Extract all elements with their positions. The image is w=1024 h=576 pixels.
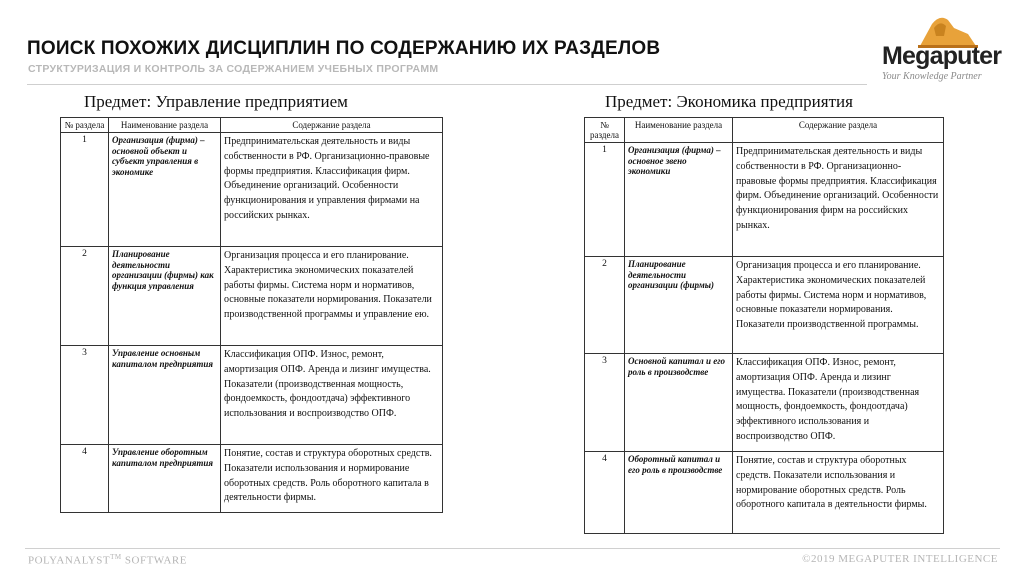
table-row [585, 143, 944, 257]
header-divider [27, 84, 867, 85]
section-name: Оборотный капитал и его роль в производстве [625, 452, 733, 534]
section-name: Организация (фирма) – основное звено экономики [625, 143, 733, 257]
section-content: Организация процесса и его планирование. Характеристика экономических показателей работы фирмы. Система норм и нормативов, основные показатели нормирования. Показатели производственной программы и управление ею. [221, 247, 443, 346]
section-number: 4 [585, 452, 625, 534]
column-header-number: № раздела [585, 118, 625, 143]
column-header-content: Содержание раздела [733, 118, 944, 143]
section-number: 1 [585, 143, 625, 257]
section-number: 2 [585, 257, 625, 354]
section-number: 2 [61, 247, 109, 346]
section-number: 1 [61, 133, 109, 247]
table-header-row [585, 118, 944, 143]
slide-title: ПОИСК ПОХОЖИХ ДИСЦИПЛИН ПО СОДЕРЖАНИЮ ИХ РАЗДЕЛОВ [27, 38, 661, 59]
table-row [61, 133, 443, 247]
section-name: Организация (фирма) – основной объект и субъект управления в экономике [109, 133, 221, 247]
table-row [61, 445, 443, 513]
table-row [61, 247, 443, 346]
section-content: Классификация ОПФ. Износ, ремонт, амортизация ОПФ. Аренда и лизинг имущества. Показатели (производственная мощность, фондоемкость, фондоотдача) эффективного использования и воспроизводство ОПФ. [221, 346, 443, 445]
table-row [585, 354, 944, 452]
section-content: Предпринимательская деятельность и виды собственности в РФ. Организационно-правовые формы предприятия. Классификация фирм. Объединение организаций. Особенности функционирования фирм на российских рынках. [733, 143, 944, 257]
section-name: Управление оборотным капиталом предприятия [109, 445, 221, 513]
footer-product-suffix: SOFTWARE [121, 554, 187, 567]
slide-subtitle: СТРУКТУРИЗАЦИЯ И КОНТРОЛЬ ЗА СОДЕРЖАНИЕМ УЧЕБНЫХ ПРОГРАММ [28, 63, 439, 75]
section-name: Управление основным капиталом предприятия [109, 346, 221, 445]
table-header-row [61, 118, 443, 133]
section-content: Предпринимательская деятельность и виды собственности в РФ. Организационно-правовые формы предприятия. Классификация фирм. Объединение организаций. Особенности функционирования и управления фирмами на российских рынках. [221, 133, 443, 247]
megaputer-logo [870, 14, 1010, 88]
table-row [585, 257, 944, 354]
section-number: 3 [61, 346, 109, 445]
logo-tagline: Your Knowledge Partner [882, 71, 982, 82]
section-number: 4 [61, 445, 109, 513]
column-header-number: № раздела [61, 118, 109, 133]
section-content: Организация процесса и его планирование. Характеристика экономических показателей работы фирмы. Система норм и нормативов, основные показатели нормирования. Показатели производственной программы. [733, 257, 944, 354]
column-header-content: Содержание раздела [221, 118, 443, 133]
section-content: Понятие, состав и структура оборотных средств. Показатели использования и нормирование оборотных средств. Роль оборотного капитала в деятельности фирмы. [221, 445, 443, 513]
logo-wordmark: Megaputer [882, 42, 1002, 70]
section-name: Основной капитал и его роль в производстве [625, 354, 733, 452]
footer-copyright: ©2019 MEGAPUTER INTELLIGENCE [802, 553, 998, 565]
footer-product [28, 553, 187, 567]
table-row [61, 346, 443, 445]
right-subject-heading: Предмет: Экономика предприятия [605, 92, 853, 111]
section-content: Классификация ОПФ. Износ, ремонт, амортизация ОПФ. Аренда и лизинг имущества. Показатели (производственная мощность, фондоемкость, фондоотдача) эффективного использования и воспроизводство ОПФ. [733, 354, 944, 452]
footer-divider [25, 548, 1000, 549]
table-row [585, 452, 944, 534]
column-header-name: Наименование раздела [625, 118, 733, 143]
right-syllabus-table [584, 117, 944, 534]
section-number: 3 [585, 354, 625, 452]
column-header-name: Наименование раздела [109, 118, 221, 133]
section-content: Понятие, состав и структура оборотных средств. Показатели использования и нормирование оборотных средств. Роль оборотного капитала в деятельности фирмы. [733, 452, 944, 534]
left-syllabus-table [60, 117, 443, 513]
section-name: Планирование деятельности организации (фирмы) [625, 257, 733, 354]
section-name: Планирование деятельности организации (фирмы) как функция управления [109, 247, 221, 346]
left-subject-heading: Предмет: Управление предприятием [84, 92, 348, 111]
footer-product-name: POLYANALYST [28, 554, 111, 567]
trademark-mark: TM [110, 553, 122, 561]
